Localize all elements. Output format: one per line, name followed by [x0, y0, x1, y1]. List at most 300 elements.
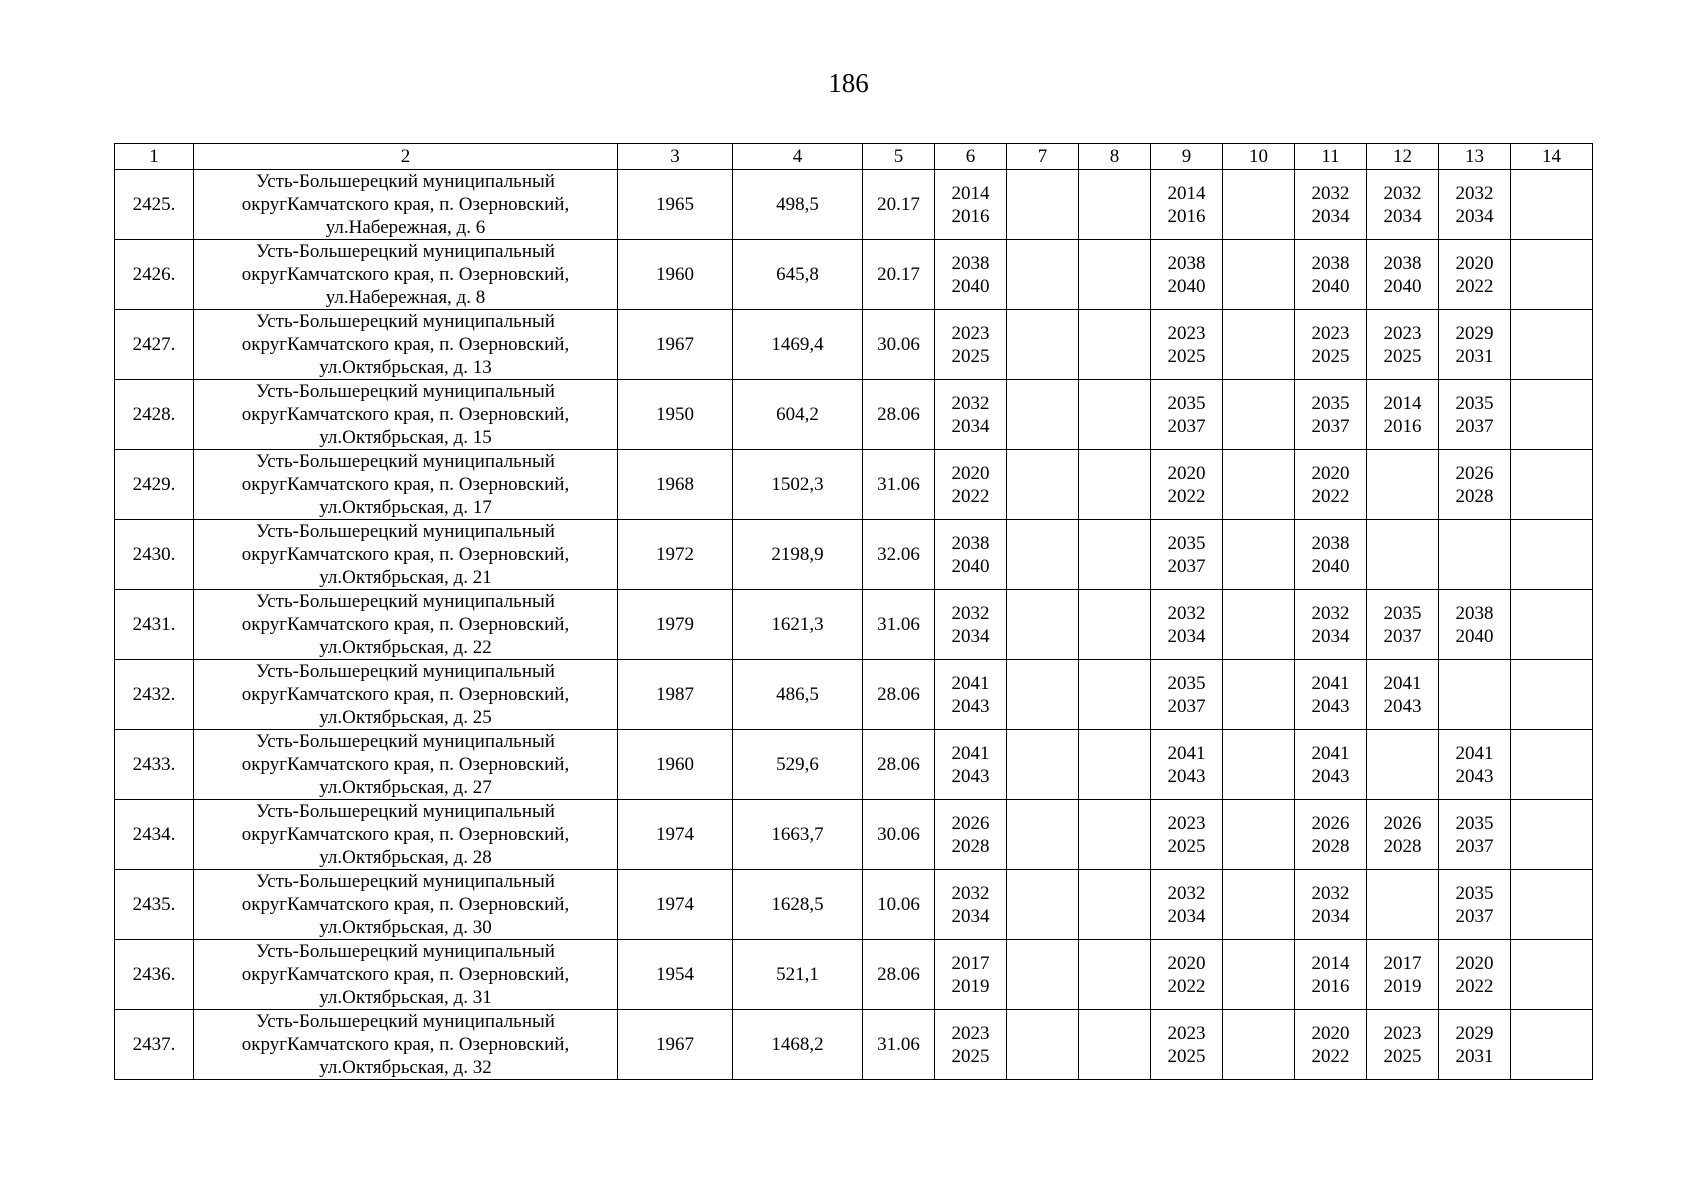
address-cell	[194, 590, 618, 660]
period-cell-9-line: 2034	[1167, 905, 1206, 927]
period-cell-12-line: 2040	[1383, 275, 1422, 297]
period-cell-12-line: 2014	[1383, 392, 1422, 414]
period-cell-11	[1295, 800, 1367, 870]
address-cell	[194, 1010, 618, 1080]
year-cell: 1968	[618, 450, 733, 520]
period-cell-13-line: 2028	[1455, 485, 1494, 507]
period-cell-8	[1079, 240, 1151, 310]
period-cell-11-line: 2014	[1311, 952, 1350, 974]
period-cell-6-line: 2014	[951, 182, 990, 204]
period-cell-6-line: 2043	[951, 695, 990, 717]
period-cell-13-line: 2034	[1455, 205, 1494, 227]
period-cell-10	[1223, 170, 1295, 240]
period-cell-10	[1223, 800, 1295, 870]
period-cell-9-line: 2022	[1167, 975, 1206, 997]
period-cell-9-line: 2020	[1167, 462, 1206, 484]
column-header-8: 8	[1079, 144, 1151, 170]
col5-cell: 31.06	[863, 1010, 935, 1080]
period-cell-12	[1367, 870, 1439, 940]
period-cell-11-line: 2043	[1311, 765, 1350, 787]
period-cell-12-line: 2026	[1383, 812, 1422, 834]
column-header-2: 2	[194, 144, 618, 170]
period-cell-13	[1439, 380, 1511, 450]
period-cell-13-line: 2031	[1455, 345, 1494, 367]
address-cell-line: Октябрьская, д. 28	[342, 847, 492, 868]
period-cell-9	[1151, 380, 1223, 450]
period-cell-14	[1511, 520, 1593, 590]
period-cell-9-line: 2023	[1167, 1022, 1206, 1044]
period-cell-8	[1079, 310, 1151, 380]
period-cell-6-line: 2040	[951, 275, 990, 297]
period-cell-12	[1367, 1010, 1439, 1080]
period-cell-6-line: 2034	[951, 415, 990, 437]
period-cell-12-line: 2034	[1383, 205, 1422, 227]
address-cell	[194, 450, 618, 520]
table-row	[115, 660, 1593, 730]
col5-cell: 32.06	[863, 520, 935, 590]
period-cell-13	[1439, 450, 1511, 520]
period-cell-12	[1367, 240, 1439, 310]
column-header-4: 4	[733, 144, 863, 170]
period-cell-12	[1367, 450, 1439, 520]
address-cell-line: Набережная, д. 6	[348, 217, 486, 238]
period-cell-11-line: 2032	[1311, 182, 1350, 204]
period-cell-6	[935, 1010, 1007, 1080]
address-cell-line: Октябрьская, д. 32	[342, 1057, 492, 1078]
table-row	[115, 940, 1593, 1010]
period-cell-14	[1511, 450, 1593, 520]
address-cell	[194, 520, 618, 590]
period-cell-13-line: 2032	[1455, 182, 1494, 204]
period-cell-6-line: 2023	[951, 322, 990, 344]
column-header-9: 9	[1151, 144, 1223, 170]
address-cell-line: Октябрьская, д. 21	[342, 567, 492, 588]
period-cell-9	[1151, 730, 1223, 800]
period-cell-11-line: 2022	[1311, 1045, 1350, 1067]
period-cell-11-line: 2037	[1311, 415, 1350, 437]
period-cell-9-line: 2038	[1167, 252, 1206, 274]
period-cell-8	[1079, 940, 1151, 1010]
period-cell-7	[1007, 520, 1079, 590]
year-cell: 1979	[618, 590, 733, 660]
period-cell-9	[1151, 1010, 1223, 1080]
table-row	[115, 380, 1593, 450]
period-cell-12-line: 2023	[1383, 322, 1422, 344]
period-cell-7	[1007, 450, 1079, 520]
period-cell-6-line: 2016	[951, 205, 990, 227]
col5-cell: 30.06	[863, 310, 935, 380]
address-cell	[194, 730, 618, 800]
period-cell-10	[1223, 870, 1295, 940]
period-cell-9-line: 2037	[1167, 555, 1206, 577]
period-cell-13-line: 2035	[1455, 392, 1494, 414]
area-cell: 521,1	[733, 940, 863, 1010]
row-number-cell: 2435.	[115, 870, 194, 940]
address-cell-line: Октябрьская, д. 25	[342, 707, 492, 728]
period-cell-6-line: 2025	[951, 1045, 990, 1067]
period-cell-13	[1439, 1010, 1511, 1080]
period-cell-6-line: 2025	[951, 345, 990, 367]
period-cell-13-line: 2038	[1455, 602, 1494, 624]
period-cell-13	[1439, 590, 1511, 660]
period-cell-11-line: 2041	[1311, 672, 1350, 694]
column-header-13: 13	[1439, 144, 1511, 170]
period-cell-12	[1367, 520, 1439, 590]
period-cell-9-line: 2025	[1167, 345, 1206, 367]
period-cell-8	[1079, 170, 1151, 240]
period-cell-11	[1295, 940, 1367, 1010]
period-cell-13	[1439, 870, 1511, 940]
period-cell-8	[1079, 870, 1151, 940]
period-cell-6-line: 2028	[951, 835, 990, 857]
period-cell-13	[1439, 660, 1511, 730]
address-cell-line: Камчатского края, п. Озерновский, ул.	[287, 614, 570, 658]
housing-register-table	[114, 143, 1593, 1080]
address-cell-line: Камчатского края, п. Озерновский, ул.	[287, 474, 570, 518]
period-cell-9-line: 2034	[1167, 625, 1206, 647]
area-cell: 2198,9	[733, 520, 863, 590]
table-row	[115, 1010, 1593, 1080]
period-cell-11	[1295, 590, 1367, 660]
year-cell: 1950	[618, 380, 733, 450]
period-cell-11-line: 2034	[1311, 625, 1350, 647]
period-cell-14	[1511, 660, 1593, 730]
period-cell-13-line: 2037	[1455, 835, 1494, 857]
table-row	[115, 240, 1593, 310]
period-cell-13-line: 2022	[1455, 975, 1494, 997]
address-cell-line: Октябрьская, д. 15	[342, 427, 492, 448]
period-cell-11-line: 2023	[1311, 322, 1350, 344]
period-cell-8	[1079, 380, 1151, 450]
table-row	[115, 800, 1593, 870]
period-cell-12-line: 2037	[1383, 625, 1422, 647]
period-cell-12-line: 2028	[1383, 835, 1422, 857]
address-cell	[194, 310, 618, 380]
period-cell-9	[1151, 870, 1223, 940]
period-cell-13-line: 2026	[1455, 462, 1494, 484]
area-cell: 1502,3	[733, 450, 863, 520]
row-number-cell: 2428.	[115, 380, 194, 450]
period-cell-11-line: 2041	[1311, 742, 1350, 764]
area-cell: 604,2	[733, 380, 863, 450]
address-cell-line: Камчатского края, п. Озерновский, ул.	[287, 1034, 570, 1078]
period-cell-7	[1007, 870, 1079, 940]
period-cell-14	[1511, 940, 1593, 1010]
period-cell-6-line: 2043	[951, 765, 990, 787]
period-cell-7	[1007, 800, 1079, 870]
area-cell: 529,6	[733, 730, 863, 800]
period-cell-6-line: 2038	[951, 252, 990, 274]
period-cell-11	[1295, 170, 1367, 240]
period-cell-13	[1439, 520, 1511, 590]
address-cell-line: Камчатского края, п. Озерновский, ул.	[287, 754, 570, 798]
period-cell-13-line: 2020	[1455, 252, 1494, 274]
period-cell-13-line: 2037	[1455, 905, 1494, 927]
period-cell-7	[1007, 310, 1079, 380]
period-cell-8	[1079, 1010, 1151, 1080]
period-cell-13	[1439, 730, 1511, 800]
year-cell: 1974	[618, 800, 733, 870]
period-cell-7	[1007, 660, 1079, 730]
period-cell-7	[1007, 1010, 1079, 1080]
period-cell-7	[1007, 730, 1079, 800]
period-cell-7	[1007, 590, 1079, 660]
period-cell-11-line: 2034	[1311, 905, 1350, 927]
table-row	[115, 730, 1593, 800]
column-header-6: 6	[935, 144, 1007, 170]
period-cell-12	[1367, 660, 1439, 730]
row-number-cell: 2426.	[115, 240, 194, 310]
period-cell-8	[1079, 800, 1151, 870]
address-cell-line: Усть-Большерецкий муниципальный округ	[241, 171, 555, 215]
period-cell-9-line: 2032	[1167, 882, 1206, 904]
period-cell-13-line: 2035	[1455, 882, 1494, 904]
period-cell-10	[1223, 590, 1295, 660]
period-cell-12-line: 2019	[1383, 975, 1422, 997]
area-cell: 1663,7	[733, 800, 863, 870]
period-cell-9-line: 2022	[1167, 485, 1206, 507]
period-cell-9-line: 2025	[1167, 1045, 1206, 1067]
row-number-cell: 2427.	[115, 310, 194, 380]
period-cell-6-line: 2041	[951, 672, 990, 694]
address-cell-line: Октябрьская, д. 27	[342, 777, 492, 798]
address-cell-line: Камчатского края, п. Озерновский, ул.	[287, 194, 570, 238]
address-cell-line: Камчатского края, п. Озерновский, ул.	[287, 334, 570, 378]
period-cell-14	[1511, 380, 1593, 450]
address-cell	[194, 660, 618, 730]
address-cell-line: Камчатского края, п. Озерновский, ул.	[287, 404, 570, 448]
column-header-5: 5	[863, 144, 935, 170]
period-cell-12	[1367, 730, 1439, 800]
period-cell-6	[935, 240, 1007, 310]
period-cell-6	[935, 520, 1007, 590]
period-cell-13	[1439, 240, 1511, 310]
row-number-cell: 2429.	[115, 450, 194, 520]
period-cell-11	[1295, 660, 1367, 730]
page-number: 186	[828, 68, 869, 98]
address-cell-line: Набережная, д. 8	[348, 287, 486, 308]
period-cell-13-line: 2029	[1455, 322, 1494, 344]
address-cell-line: Усть-Большерецкий муниципальный округ	[241, 1011, 555, 1055]
year-cell: 1987	[618, 660, 733, 730]
period-cell-11	[1295, 450, 1367, 520]
period-cell-10	[1223, 310, 1295, 380]
period-cell-9	[1151, 240, 1223, 310]
period-cell-11-line: 2038	[1311, 532, 1350, 554]
period-cell-9-line: 2035	[1167, 672, 1206, 694]
period-cell-14	[1511, 240, 1593, 310]
address-cell-line: Камчатского края, п. Озерновский, ул.	[287, 264, 570, 308]
period-cell-6-line: 2032	[951, 882, 990, 904]
period-cell-11-line: 2028	[1311, 835, 1350, 857]
year-cell: 1972	[618, 520, 733, 590]
period-cell-12	[1367, 590, 1439, 660]
period-cell-14	[1511, 1010, 1593, 1080]
column-header-3: 3	[618, 144, 733, 170]
period-cell-11-line: 2038	[1311, 252, 1350, 274]
period-cell-7	[1007, 240, 1079, 310]
period-cell-11	[1295, 730, 1367, 800]
address-cell-line: Октябрьская, д. 31	[342, 987, 492, 1008]
table-body	[115, 170, 1593, 1080]
period-cell-11-line: 2040	[1311, 555, 1350, 577]
address-cell	[194, 380, 618, 450]
period-cell-11-line: 2043	[1311, 695, 1350, 717]
period-cell-11-line: 2020	[1311, 462, 1350, 484]
year-cell: 1967	[618, 1010, 733, 1080]
address-cell-line: Усть-Большерецкий муниципальный округ	[241, 591, 555, 635]
address-cell-line: Усть-Большерецкий муниципальный округ	[241, 381, 555, 425]
period-cell-12-line: 2035	[1383, 602, 1422, 624]
col5-cell: 28.06	[863, 660, 935, 730]
col5-cell: 20.17	[863, 240, 935, 310]
row-number-cell: 2433.	[115, 730, 194, 800]
period-cell-11-line: 2025	[1311, 345, 1350, 367]
year-cell: 1954	[618, 940, 733, 1010]
year-cell: 1960	[618, 730, 733, 800]
period-cell-9-line: 2023	[1167, 812, 1206, 834]
year-cell: 1960	[618, 240, 733, 310]
address-cell-line: Камчатского края, п. Озерновский, ул.	[287, 684, 570, 728]
period-cell-12	[1367, 800, 1439, 870]
period-cell-14	[1511, 170, 1593, 240]
period-cell-9-line: 2037	[1167, 695, 1206, 717]
address-cell-line: Октябрьская, д. 17	[342, 497, 492, 518]
column-header-14: 14	[1511, 144, 1593, 170]
period-cell-10	[1223, 520, 1295, 590]
year-cell: 1967	[618, 310, 733, 380]
period-cell-8	[1079, 660, 1151, 730]
period-cell-12	[1367, 940, 1439, 1010]
period-cell-13-line: 2043	[1455, 765, 1494, 787]
period-cell-6-line: 2017	[951, 952, 990, 974]
address-cell-line: Октябрьская, д. 22	[342, 637, 492, 658]
period-cell-6	[935, 660, 1007, 730]
period-cell-11	[1295, 240, 1367, 310]
period-cell-9	[1151, 310, 1223, 380]
period-cell-10	[1223, 380, 1295, 450]
col5-cell: 31.06	[863, 450, 935, 520]
period-cell-6	[935, 870, 1007, 940]
area-cell: 486,5	[733, 660, 863, 730]
period-cell-9-line: 2043	[1167, 765, 1206, 787]
period-cell-9	[1151, 660, 1223, 730]
period-cell-9	[1151, 800, 1223, 870]
period-cell-8	[1079, 520, 1151, 590]
period-cell-11	[1295, 520, 1367, 590]
period-cell-12-line: 2032	[1383, 182, 1422, 204]
period-cell-10	[1223, 730, 1295, 800]
period-cell-14	[1511, 870, 1593, 940]
period-cell-13-line: 2029	[1455, 1022, 1494, 1044]
period-cell-14	[1511, 730, 1593, 800]
column-header-12: 12	[1367, 144, 1439, 170]
period-cell-9-line: 2037	[1167, 415, 1206, 437]
col5-cell: 31.06	[863, 590, 935, 660]
year-cell: 1965	[618, 170, 733, 240]
period-cell-9	[1151, 450, 1223, 520]
period-cell-7	[1007, 170, 1079, 240]
column-header-10: 10	[1223, 144, 1295, 170]
column-header-7: 7	[1007, 144, 1079, 170]
period-cell-9-line: 2032	[1167, 602, 1206, 624]
address-cell-line: Усть-Большерецкий муниципальный округ	[241, 311, 555, 355]
row-number-cell: 2425.	[115, 170, 194, 240]
period-cell-11-line: 2032	[1311, 602, 1350, 624]
period-cell-12-line: 2038	[1383, 252, 1422, 274]
column-header-11: 11	[1295, 144, 1367, 170]
period-cell-13	[1439, 310, 1511, 380]
period-cell-11	[1295, 870, 1367, 940]
period-cell-12-line: 2017	[1383, 952, 1422, 974]
period-cell-13-line: 2031	[1455, 1045, 1494, 1067]
col5-cell: 30.06	[863, 800, 935, 870]
period-cell-6-line: 2034	[951, 625, 990, 647]
address-cell	[194, 870, 618, 940]
period-cell-14	[1511, 590, 1593, 660]
period-cell-9	[1151, 520, 1223, 590]
period-cell-6-line: 2032	[951, 602, 990, 624]
row-number-cell: 2432.	[115, 660, 194, 730]
period-cell-8	[1079, 590, 1151, 660]
period-cell-13-line: 2022	[1455, 275, 1494, 297]
period-cell-11-line: 2016	[1311, 975, 1350, 997]
period-cell-6	[935, 450, 1007, 520]
period-cell-9-line: 2035	[1167, 532, 1206, 554]
period-cell-11-line: 2026	[1311, 812, 1350, 834]
col5-cell: 10.06	[863, 870, 935, 940]
period-cell-6	[935, 590, 1007, 660]
period-cell-6-line: 2040	[951, 555, 990, 577]
address-cell-line: Камчатского края, п. Озерновский, ул.	[287, 964, 570, 1008]
period-cell-9-line: 2020	[1167, 952, 1206, 974]
period-cell-11-line: 2034	[1311, 205, 1350, 227]
period-cell-9-line: 2023	[1167, 322, 1206, 344]
year-cell: 1974	[618, 870, 733, 940]
period-cell-14	[1511, 800, 1593, 870]
address-cell-line: Камчатского края, п. Озерновский, ул.	[287, 544, 570, 588]
area-cell: 1469,4	[733, 310, 863, 380]
period-cell-12-line: 2025	[1383, 345, 1422, 367]
period-cell-9-line: 2035	[1167, 392, 1206, 414]
period-cell-13-line: 2041	[1455, 742, 1494, 764]
address-cell-line: Камчатского края, п. Озерновский, ул.	[287, 824, 570, 868]
address-cell	[194, 940, 618, 1010]
period-cell-10	[1223, 660, 1295, 730]
period-cell-6	[935, 940, 1007, 1010]
address-cell-line: Октябрьская, д. 30	[342, 917, 492, 938]
period-cell-9-line: 2040	[1167, 275, 1206, 297]
row-number-cell: 2434.	[115, 800, 194, 870]
table-row	[115, 170, 1593, 240]
address-cell-line: Усть-Большерецкий муниципальный округ	[241, 661, 555, 705]
period-cell-11	[1295, 310, 1367, 380]
period-cell-6-line: 2026	[951, 812, 990, 834]
period-cell-6-line: 2019	[951, 975, 990, 997]
period-cell-6-line: 2032	[951, 392, 990, 414]
col5-cell: 28.06	[863, 940, 935, 1010]
period-cell-11-line: 2032	[1311, 882, 1350, 904]
address-cell-line: Усть-Большерецкий муниципальный округ	[241, 941, 555, 985]
period-cell-12-line: 2041	[1383, 672, 1422, 694]
address-cell-line: Усть-Большерецкий муниципальный округ	[241, 801, 555, 845]
table-row	[115, 590, 1593, 660]
area-cell: 1621,3	[733, 590, 863, 660]
period-cell-10	[1223, 1010, 1295, 1080]
column-header-1: 1	[115, 144, 194, 170]
area-cell: 645,8	[733, 240, 863, 310]
period-cell-13-line: 2040	[1455, 625, 1494, 647]
